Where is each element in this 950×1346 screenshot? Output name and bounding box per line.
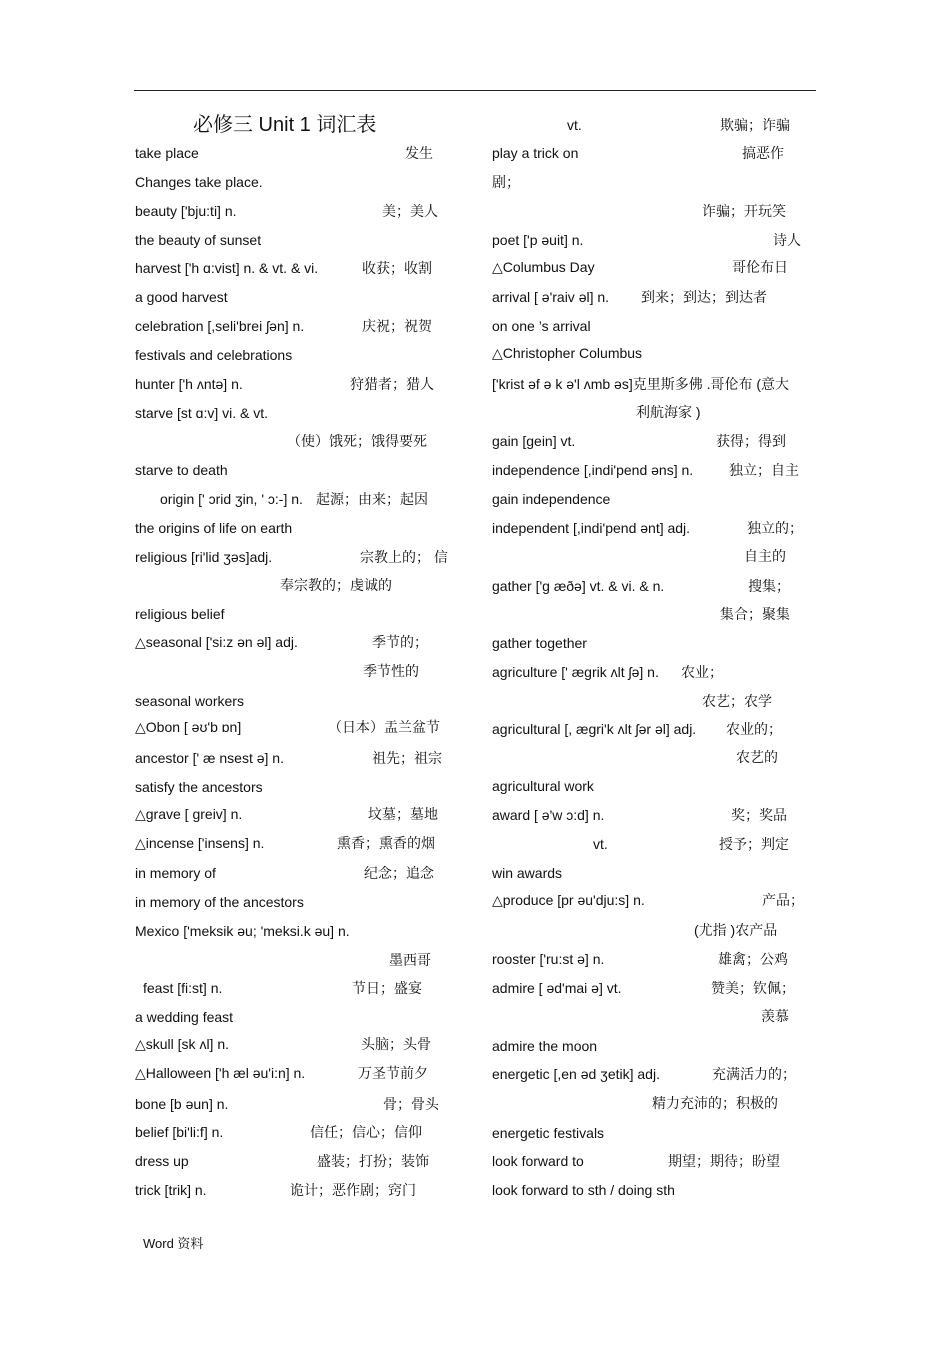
left-vocab-entry-english: △Halloween ['h æl əu'i:n] n.: [135, 1065, 306, 1081]
left-vocab-entry-english: starve to death: [135, 462, 228, 478]
right-vocab-entry-english: arrival [ ə'raiv əl] n.: [492, 289, 610, 305]
left-vocab-entry-english: ancestor [' æ nsest ə] n.: [135, 750, 284, 766]
left-vocab-entry-chinese: （使）饿死；饿得要死: [287, 433, 427, 449]
left-vocab-entry-chinese: 熏香；熏香的烟: [337, 835, 435, 851]
right-vocab-entry-english: look forward to sth / doing sth: [492, 1182, 675, 1198]
left-vocab-entry-english: origin [' ɔrid ʒin, ' ɔ:-] n.: [160, 491, 303, 507]
right-vocab-entry-chinese: 农业；: [681, 664, 723, 680]
right-vocab-entry-chinese: 自主的: [744, 548, 786, 564]
right-vocab-entry-english: gain independence: [492, 491, 611, 507]
right-vocab-entry-chinese: 集合；聚集: [720, 606, 790, 622]
right-vocab-entry-chinese: (尤指 )农产品: [694, 922, 778, 938]
left-vocab-entry-english: celebration [,seli'brei ʃən] n.: [135, 318, 305, 334]
left-vocab-entry-english: festivals and celebrations: [135, 347, 293, 363]
right-vocab-entry-chinese: 赞美；钦佩；: [711, 980, 795, 996]
left-vocab-entry-chinese: 盛装；打扮；装饰: [317, 1153, 429, 1169]
left-vocab-entry-english: △Obon [ əʊ'b ɒn]: [135, 719, 242, 735]
footer-label: Word 资料: [143, 1236, 204, 1251]
right-vocab-entry-chinese: 哥伦布日: [732, 259, 788, 275]
right-vocab-entry-chinese: 农业的；: [726, 721, 782, 737]
left-vocab-entry-english: starve [st ɑ:v] vi. & vt.: [135, 405, 269, 421]
right-vocab-entry-chinese: 雄禽；公鸡: [718, 951, 788, 967]
left-vocab-entry-english: satisfy the ancestors: [135, 779, 263, 795]
left-vocab-entry-chinese: 奉宗教的；虔诚的: [280, 577, 392, 593]
left-vocab-entry-english: take place: [135, 145, 199, 161]
right-vocab-entry-chinese: 诗人: [773, 232, 801, 248]
right-vocab-entry-chinese: 搜集；: [748, 578, 790, 594]
right-vocab-entry-english: poet ['p əuit] n.: [492, 232, 584, 248]
left-vocab-entry-english: △seasonal ['si:z ən əl] adj.: [135, 634, 298, 650]
right-vocab-entry-english: agricultural [, æɡri'k ʌlt ʃər əl] adj.: [492, 721, 697, 737]
left-vocab-entry-chinese: 收获；收割: [362, 260, 432, 276]
right-vocab-entry-chinese: 独立的；: [747, 520, 803, 536]
left-vocab-entry-chinese: （日本）盂兰盆节: [328, 719, 440, 735]
right-vocab-entry-chinese: 精力充沛的；积极的: [652, 1095, 778, 1111]
right-vocab-entry-chinese: 农艺的: [736, 749, 778, 765]
left-vocab-entry-english: religious [ri'lid ʒəs]adj.: [135, 549, 273, 565]
left-vocab-entry-english: △incense ['insens] n.: [135, 835, 265, 851]
left-vocab-entry-chinese: 宗教上的； 信: [360, 549, 448, 565]
right-vocab-entry-chinese: 获得；得到: [716, 433, 786, 449]
left-vocab-entry-english: feast [fi:st] n.: [143, 980, 223, 996]
right-vocab-entry-english: agriculture [' æɡrik ʌlt ʃə] n.: [492, 664, 659, 680]
left-vocab-entry-chinese: 庆祝；祝贺: [362, 318, 432, 334]
right-vocab-entry-english: independent [,indi'pend ənt] adj.: [492, 520, 691, 536]
right-vocab-entry-english: gain [ɡein] vt.: [492, 433, 576, 449]
page-title: 必修三 Unit 1 词汇表: [193, 114, 377, 136]
left-vocab-entry-chinese: 起源；由来；起因: [316, 491, 428, 507]
left-vocab-entry-english: beauty ['bju:ti] n.: [135, 203, 237, 219]
left-vocab-entry-chinese: 诡计；恶作剧；窍门: [290, 1182, 416, 1198]
left-vocab-entry-chinese: 狩猎者；猎人: [350, 376, 434, 392]
left-vocab-entry-chinese: 季节的；: [372, 634, 428, 650]
left-vocab-entry-english: bone [b əun] n.: [135, 1096, 229, 1112]
left-vocab-entry-english: hunter ['h ʌntə] n.: [135, 376, 243, 392]
left-vocab-entry-chinese: 骨；骨头: [383, 1096, 439, 1112]
left-vocab-entry-english: the origins of life on earth: [135, 520, 293, 536]
right-vocab-entry-chinese: 到来；到达；到达者: [641, 289, 767, 305]
right-vocab-entry-english: vt.: [593, 836, 608, 852]
right-vocab-entry-english: gather together: [492, 635, 587, 651]
right-vocab-entry-chinese: 充满活力的；: [712, 1066, 796, 1082]
top-rule: [134, 90, 816, 91]
left-vocab-entry-english: in memory of the ancestors: [135, 894, 304, 910]
left-vocab-entry-chinese: 祖先；祖宗: [372, 750, 442, 766]
right-vocab-entry-english: △Columbus Day: [492, 259, 595, 275]
right-vocab-entry-english: look forward to: [492, 1153, 584, 1169]
left-vocab-entry-chinese: 墨西哥: [389, 952, 431, 968]
right-vocab-entry-english: rooster ['ru:st ə] n.: [492, 951, 605, 967]
left-vocab-entry-chinese: 季节性的: [363, 663, 419, 679]
right-vocab-entry-english: independence [,indi'pend əns] n.: [492, 462, 694, 478]
right-vocab-entry-chinese: 产品；: [762, 892, 804, 908]
right-vocab-entry-chinese: 搞恶作: [742, 145, 784, 161]
left-vocab-entry-english: Changes take place.: [135, 174, 263, 190]
left-vocab-entry-chinese: 美；美人: [382, 203, 438, 219]
left-vocab-entry-chinese: 万圣节前夕: [358, 1065, 428, 1081]
right-vocab-entry-chinese: 利航海家 ): [636, 404, 701, 420]
left-vocab-entry-english: a wedding feast: [135, 1009, 234, 1025]
left-vocab-entry-english: religious belief: [135, 606, 225, 622]
left-vocab-entry-english: a good harvest: [135, 289, 228, 305]
left-vocab-entry-english: belief [bi'li:f] n.: [135, 1124, 224, 1140]
right-vocab-entry-english: vt.: [567, 117, 582, 133]
right-vocab-entry-chinese: 期望；期待；盼望: [668, 1153, 780, 1169]
left-vocab-entry-english: harvest ['h ɑ:vist] n. & vt. & vi.: [135, 260, 319, 276]
right-vocab-entry-english: admire [ əd'mai ə] vt.: [492, 980, 622, 996]
right-vocab-entry-chinese: 农艺；农学: [702, 693, 772, 709]
right-vocab-entry-chinese: 诈骗；开玩笑: [702, 203, 786, 219]
right-vocab-entry-chinese: 羡慕: [761, 1008, 789, 1024]
right-vocab-entry-chinese: 奖；奖品: [731, 807, 787, 823]
left-vocab-entry-english: the beauty of sunset: [135, 232, 262, 248]
right-vocab-entry-chinese: 授予；判定: [719, 836, 789, 852]
left-vocab-entry-chinese: 发生: [405, 145, 433, 161]
right-vocab-entry-chinese: 独立；自主: [729, 462, 799, 478]
right-vocab-entry-english: admire the moon: [492, 1038, 598, 1054]
left-vocab-entry-english: seasonal workers: [135, 693, 244, 709]
right-vocab-entry-english: △Christopher Columbus: [492, 345, 643, 361]
left-vocab-entry-english: trick [trik] n.: [135, 1182, 207, 1198]
right-vocab-entry-english: win awards: [492, 865, 563, 881]
left-vocab-entry-english: Mexico ['meksik əu; 'meksi.k əu] n.: [135, 923, 350, 939]
left-vocab-entry-chinese: 坟墓；墓地: [368, 806, 438, 822]
right-vocab-entry-english: ['krist əf ə k ə'l ʌmb əs]克里斯多佛 .哥伦布 (意大: [492, 376, 790, 392]
right-vocab-entry-chinese: 欺骗；诈骗: [720, 117, 790, 133]
right-vocab-entry-english: energetic festivals: [492, 1125, 605, 1141]
right-vocab-entry-english: △produce [pr əu'dju:s] n.: [492, 892, 645, 908]
right-vocab-entry-english: play a trick on: [492, 145, 579, 161]
left-vocab-entry-chinese: 头脑；头骨: [361, 1036, 431, 1052]
right-vocab-entry-english: agricultural work: [492, 778, 594, 794]
right-vocab-entry-english: award [ ə'w ɔ:d] n.: [492, 807, 605, 823]
right-vocab-entry-english: 剧；: [492, 174, 520, 190]
left-vocab-entry-english: △skull [sk ʌl] n.: [135, 1036, 230, 1052]
left-vocab-entry-chinese: 信任；信心；信仰: [310, 1124, 422, 1140]
right-vocab-entry-english: on one ’s arrival: [492, 318, 591, 334]
right-vocab-entry-english: energetic [,en əd ʒetik] adj.: [492, 1066, 660, 1082]
right-vocab-entry-english: gather ['ɡ æðə] vt. & vi. & n.: [492, 578, 665, 594]
left-vocab-entry-chinese: 节日；盛宴: [352, 980, 422, 996]
left-vocab-entry-english: dress up: [135, 1153, 189, 1169]
left-vocab-entry-english: △grave [ ɡreiv] n.: [135, 806, 243, 822]
left-vocab-entry-chinese: 纪念；追念: [364, 865, 434, 881]
left-vocab-entry-english: in memory of: [135, 865, 216, 881]
